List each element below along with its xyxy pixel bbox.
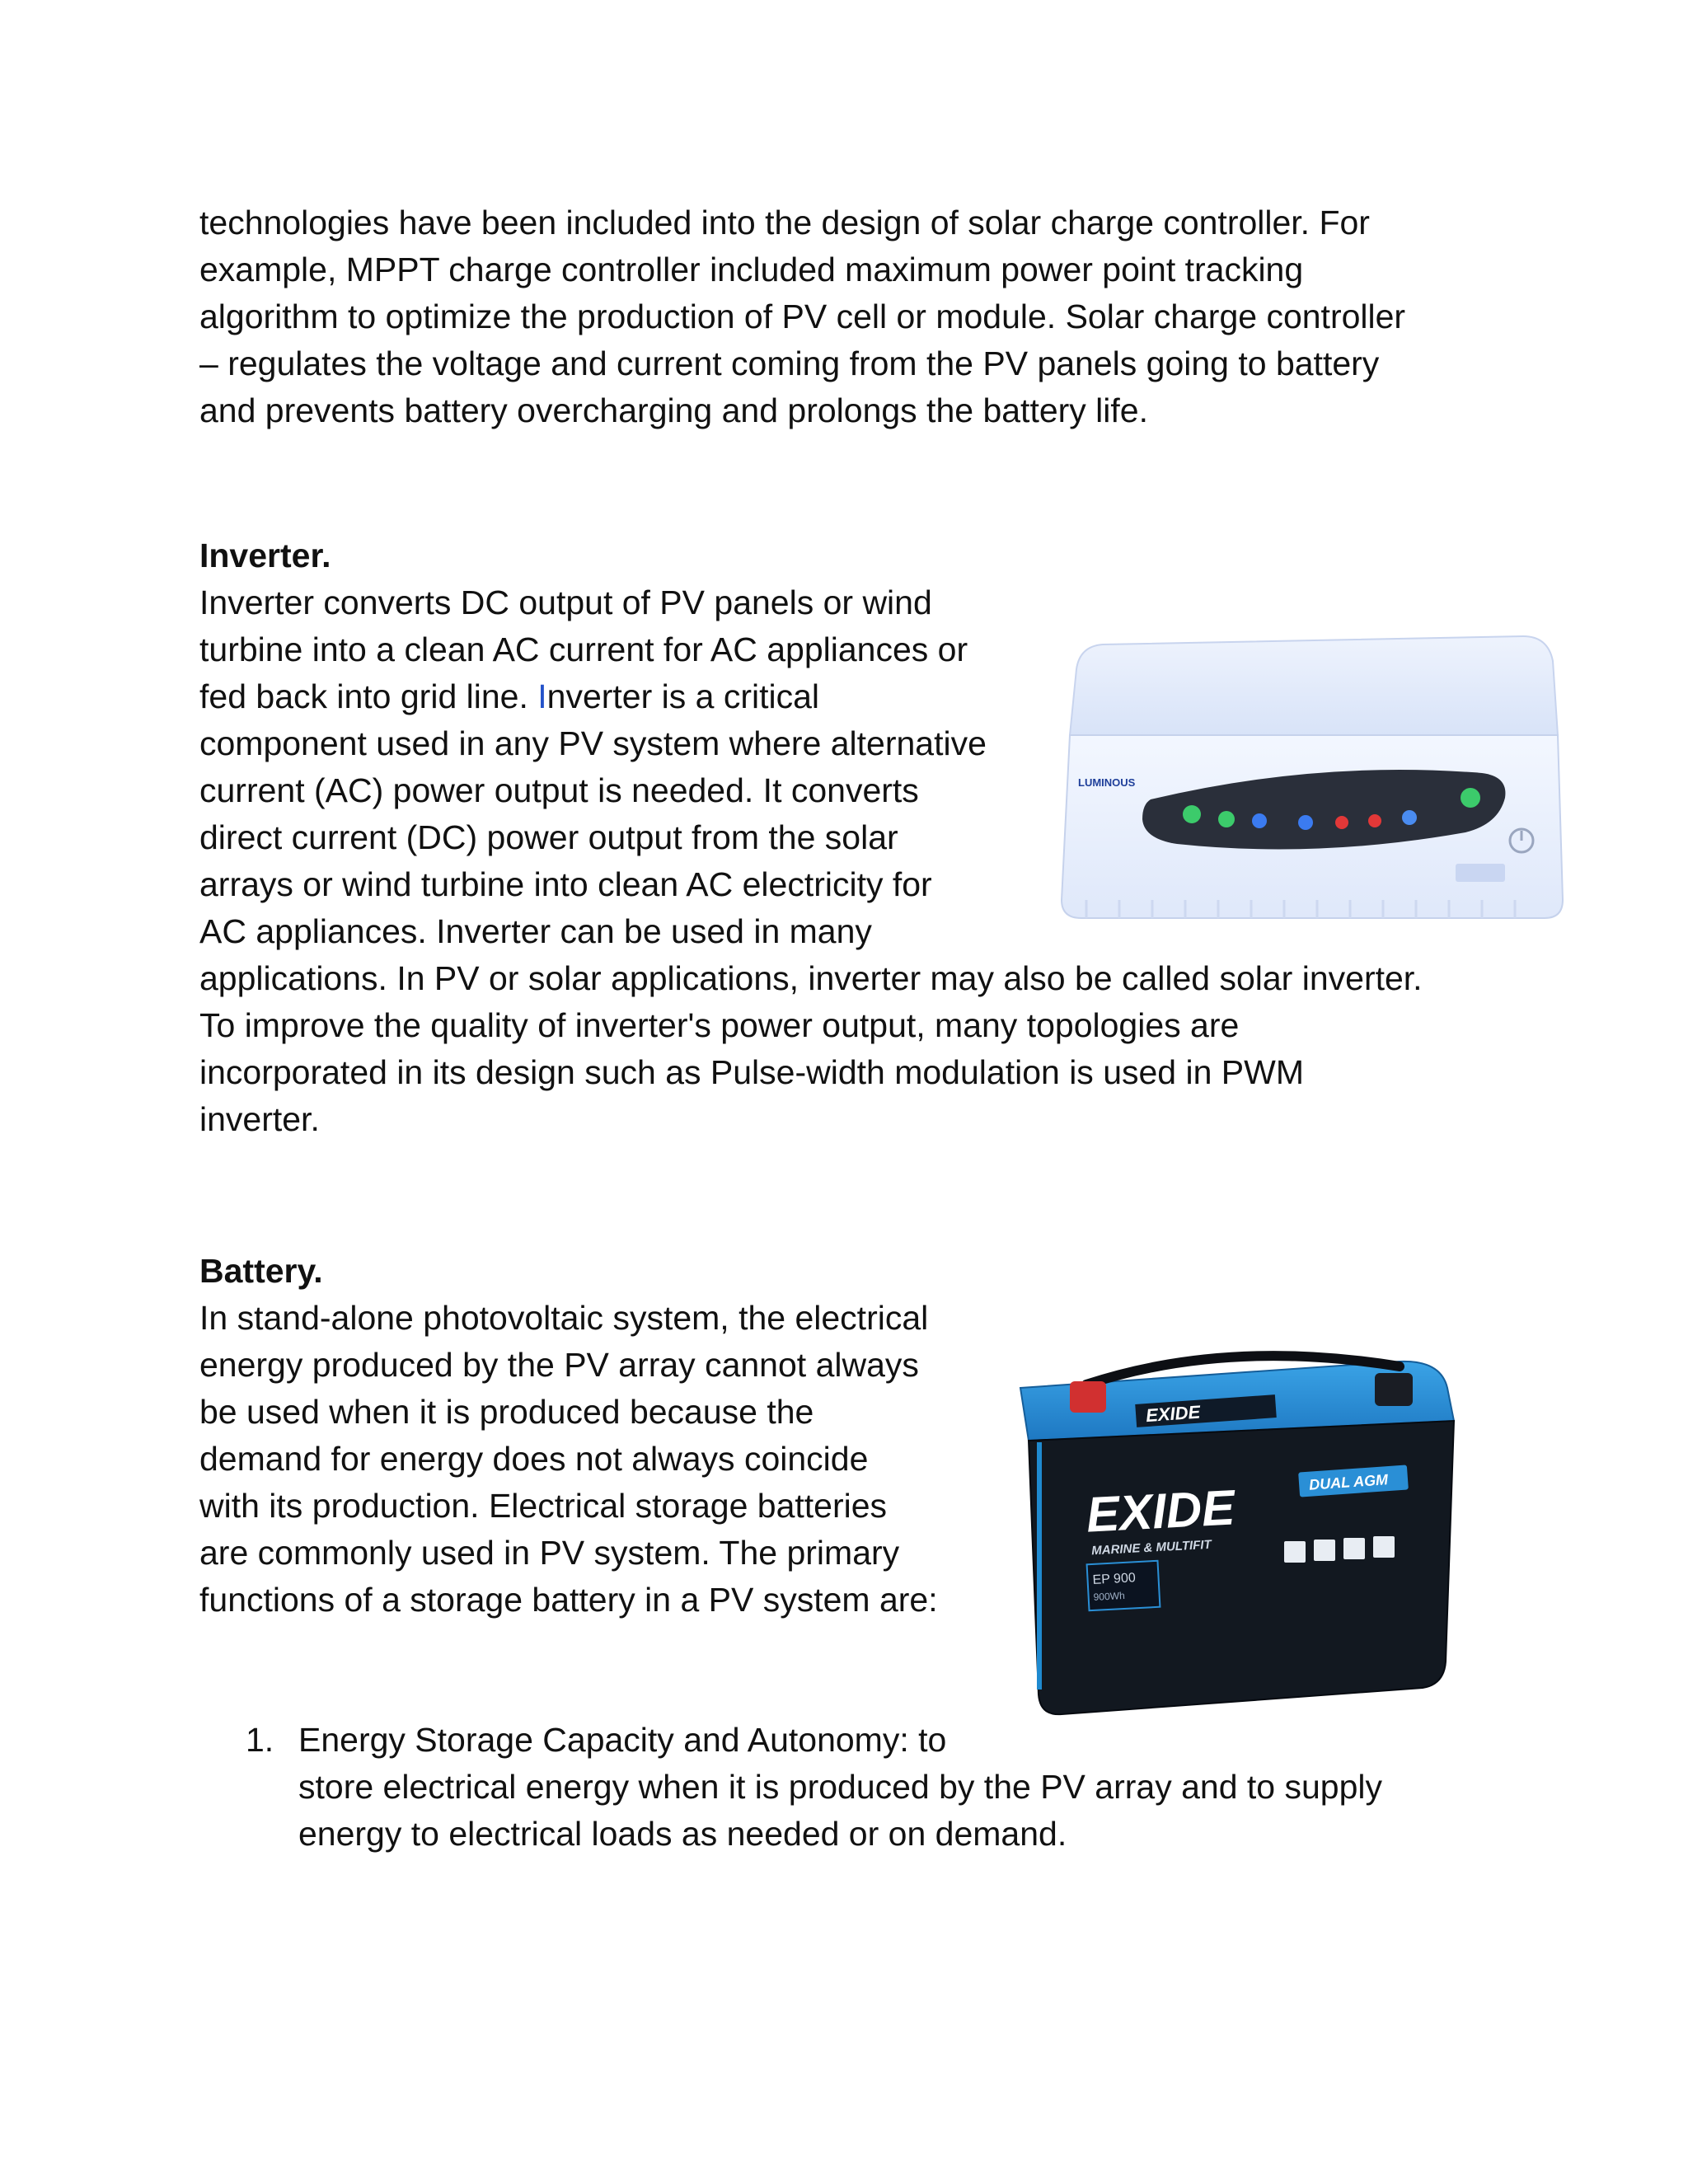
intro-line-3: algorithm to optimize the production of PV cell or module. Solar charge controller	[199, 298, 1406, 335]
battery-line-7: functions of a storage battery in a PV system are:	[199, 1581, 938, 1619]
intro-line-5: and prevents battery overcharging and prolongs the battery life.	[199, 391, 1148, 429]
inverter-heading: Inverter.	[199, 537, 331, 574]
list-item-number: 1.	[246, 1721, 274, 1759]
battery-model-label: EP 900	[1092, 1571, 1137, 1587]
battery-sub-label: MARINE & MULTIFIT	[1090, 1537, 1212, 1558]
intro-line-4: – regulates the voltage and current coming from the PV panels going to battery	[199, 344, 1380, 382]
inverter-line-10: To improve the quality of inverter's power output, many topologies are	[199, 1006, 1240, 1044]
list-item-line-3: energy to electrical loads as needed or on demand.	[298, 1815, 1067, 1853]
inverter-line-4: component used in any PV system where alternative	[199, 724, 987, 762]
battery-line-5: with its production. Electrical storage batteries	[199, 1487, 888, 1525]
inverter-line-8: AC appliances. Inverter can be used in many	[199, 912, 872, 950]
battery-line-6: are commonly used in PV system. The primary	[199, 1534, 900, 1572]
battery-line-3: be used when it is produced because the	[199, 1393, 814, 1431]
inverter-line-3	[199, 673, 819, 720]
battery-heading: Battery.	[199, 1252, 323, 1290]
battery-model-sub-label: 900Wh	[1093, 1589, 1126, 1603]
inverter-line-11: incorporated in its design such as Pulse-width modulation is used in PWM	[199, 1053, 1304, 1091]
battery-line-2: energy produced by the PV array cannot always	[199, 1346, 919, 1384]
battery-brand-label: EXIDE	[1085, 1479, 1236, 1543]
inverter-line-1: Inverter converts DC output of PV panels or wind	[199, 583, 932, 621]
battery-badge-label: DUAL AGM	[1308, 1471, 1389, 1493]
inverter-line-3-end: nverter is a critical	[546, 677, 820, 715]
inverter-brand-label: LUMINOUS	[1078, 776, 1136, 789]
inverter-line-5: current (AC) power output is needed. It converts	[199, 771, 919, 809]
inverter-line-9: applications. In PV or solar applications, inverter may also be called solar inverter.	[199, 959, 1423, 997]
intro-line-1: technologies have been included into the design of solar charge controller. For	[199, 204, 1370, 241]
inverter-line-7: arrays or wind turbine into clean AC electricity for	[199, 865, 932, 903]
battery-image	[1012, 1338, 1461, 1719]
inverter-line-6: direct current (DC) power output from the solar	[199, 818, 898, 856]
svg-text:EXIDE: EXIDE	[1145, 1401, 1201, 1427]
inverter-blue-i: I	[537, 677, 547, 715]
battery-line-4: demand for energy does not always coincide	[199, 1440, 869, 1478]
list-item-line-1: Energy Storage Capacity and Autonomy: to	[298, 1721, 947, 1759]
list-item-line-2: store electrical energy when it is produced by the PV array and to supply	[298, 1768, 1382, 1806]
intro-line-2: example, MPPT charge controller included maximum power point tracking	[199, 251, 1304, 288]
battery-line-1: In stand-alone photovoltaic system, the electrical	[199, 1299, 929, 1337]
inverter-image	[1053, 612, 1568, 943]
inverter-line-2: turbine into a clean AC current for AC appliances or	[199, 630, 968, 668]
inverter-line-12: inverter.	[199, 1100, 320, 1138]
inverter-line-3-start: fed back into grid line.	[199, 677, 538, 715]
